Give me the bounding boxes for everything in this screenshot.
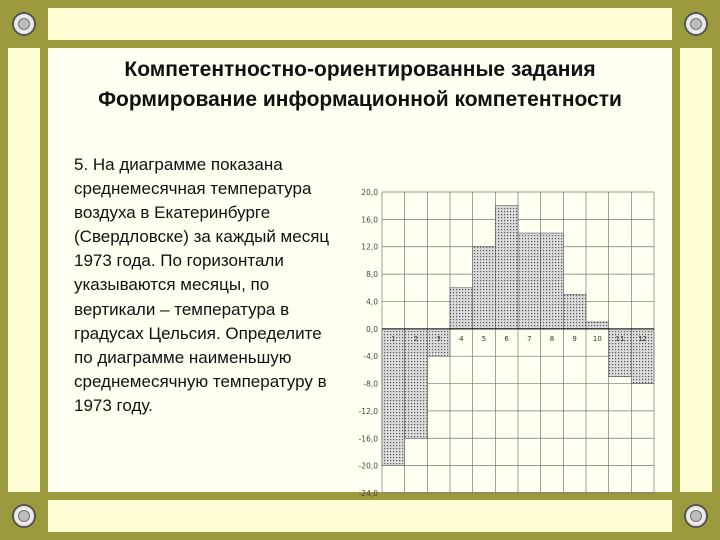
x-tick-label: 5	[481, 334, 487, 343]
corner-knob-top-right-icon	[672, 0, 720, 48]
bar	[473, 247, 496, 329]
corner-knob-bottom-right-icon	[672, 492, 720, 540]
x-tick-label: 3	[436, 334, 441, 343]
x-tick-label: 12	[638, 334, 648, 343]
y-tick-label: -12,0	[358, 406, 378, 416]
bar	[541, 233, 564, 329]
corner-knob-top-left-icon	[0, 0, 48, 48]
bar	[450, 288, 473, 329]
y-tick-label: -8,0	[363, 379, 378, 389]
slide-title: Компетентностно-ориентированные задания	[124, 58, 596, 81]
slide-content	[48, 48, 672, 498]
bar	[563, 295, 586, 329]
y-tick-label: 20,0	[361, 188, 378, 197]
x-tick-label: 10	[592, 334, 602, 343]
bar	[518, 233, 541, 329]
y-tick-label: 12,0	[361, 242, 378, 252]
x-tick-label: 6	[504, 334, 509, 343]
y-tick-label: 8,0	[366, 270, 378, 280]
bar	[405, 329, 428, 438]
x-tick-label: 8	[549, 334, 555, 343]
x-tick-label: 4	[459, 334, 464, 343]
y-tick-label: -16,0	[358, 434, 378, 444]
temperature-chart-svg	[342, 178, 658, 500]
x-tick-label: 2	[413, 334, 419, 343]
bar	[495, 206, 518, 329]
x-tick-label: 7	[527, 334, 532, 343]
bar	[586, 322, 609, 329]
frame-right-bar	[672, 0, 720, 540]
y-tick-label: -24,0	[358, 489, 378, 498]
bar	[382, 329, 405, 466]
frame-left-bar	[0, 0, 48, 540]
temperature-chart	[342, 178, 658, 500]
y-tick-label: -4,0	[363, 352, 378, 362]
y-tick-label: -20,0	[358, 461, 378, 471]
corner-knob-bottom-left-icon	[0, 492, 48, 540]
slide-subtitle: Формирование информационной компетентности	[98, 88, 622, 111]
task-description: 5. На диаграмме показана среднемесячная температура воздуха в Екатеринбурге (Свердловске) за каждый месяц 1973 года. По горизонтали указываются месяцы, по вертикали – температура в градусах Цельсия. Определите по диаграмме наименьшую среднемесячную температуру в 1973 году.	[74, 155, 330, 415]
y-tick-label: 4,0	[366, 297, 378, 307]
x-tick-label: 11	[615, 334, 625, 343]
y-tick-label: 0,0	[366, 324, 378, 334]
x-tick-label: 1	[391, 334, 396, 343]
y-tick-label: 16,0	[361, 215, 378, 225]
frame-top-bar	[0, 0, 720, 48]
x-tick-label: 9	[572, 334, 577, 343]
